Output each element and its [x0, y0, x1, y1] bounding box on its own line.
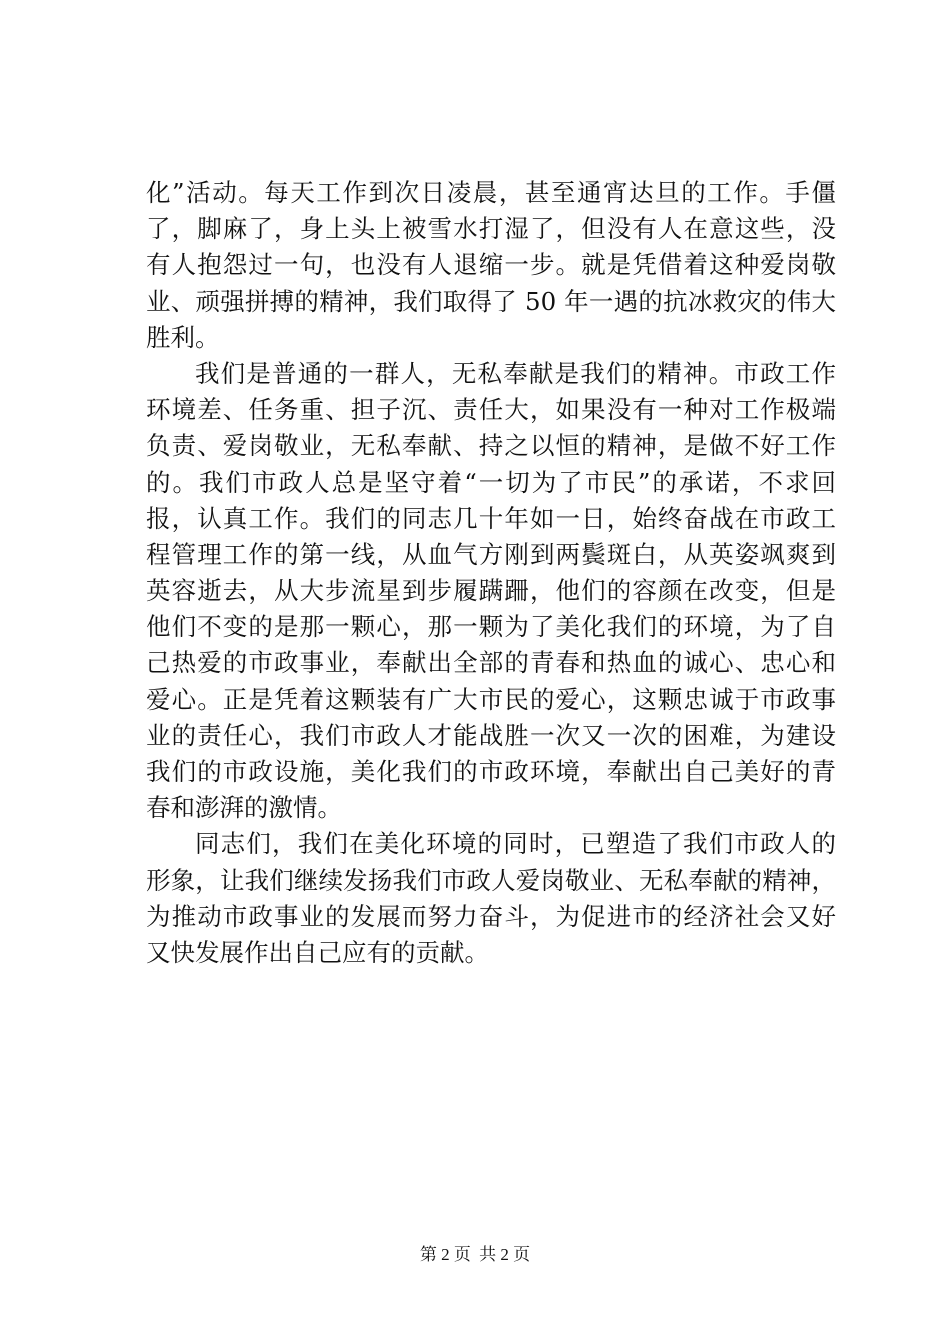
text-line: 又快发展作出自己应有的贡献。 — [146, 937, 489, 967]
paragraph — [146, 175, 836, 356]
text-line: 我们的市政设施，美化我们的市政环境，奉献出自己美好的青 — [146, 757, 836, 786]
text-line: 负责、爱岗敬业，无私奉献、持之以恒的精神，是做不好工作 — [146, 431, 836, 461]
text-line: 环境差、任务重、担子沉、责任大，如果没有一种对工作极端 — [146, 395, 836, 425]
text-line: 胜利。 — [146, 322, 220, 352]
text-line: 英容逝去，从大步流星到步履蹒跚，他们的容颜在改变，但是 — [146, 576, 836, 606]
text-line: 我们是普通的一群人，无私奉献是我们的精神。市政工作 — [195, 358, 836, 388]
document-body — [146, 175, 836, 971]
text-line: 了，脚麻了，身上头上被雪水打湿了，但没有人在意这些，没 — [146, 214, 836, 244]
text-line: 业的责任心，我们市政人才能战胜一次又一次的困难，为建设 — [146, 720, 836, 750]
text-line: 有人抱怨过一句，也没有人退缩一步。就是凭借着这种爱岗敬 — [146, 250, 836, 280]
text-line: 他们不变的是那一颗心，那一颗为了美化我们的环境，为了自 — [146, 612, 836, 642]
page-total: 共 2 页 — [479, 1245, 531, 1264]
text-line: 形象，让我们继续发扬我们市政人爱岗敬业、无私奉献的精神， — [146, 865, 836, 895]
text-line: 爱心。正是凭着这颗装有广大市民的爱心，这颗忠诚于市政事 — [146, 684, 836, 714]
text-line: 化”活动。每天工作到次日凌晨，甚至通宵达旦的工作。手僵 — [146, 178, 836, 207]
page-number: 第 2 页 — [419, 1245, 471, 1264]
text-line: 同志们，我们在美化环境的同时，已塑造了我们市政人的 — [195, 829, 836, 859]
paragraph — [146, 826, 836, 971]
text-line: 程管理工作的第一线，从血气方刚到两鬓斑白，从英姿飒爽到 — [146, 539, 836, 569]
text-line: 业、顽强拼搏的精神，我们取得了 50 年一遇的抗冰救灾的伟大 — [146, 286, 836, 316]
text-line: 春和澎湃的激情。 — [146, 793, 342, 823]
text-line: 己热爱的市政事业，奉献出全部的青春和热血的诚心、忠心和 — [146, 648, 836, 678]
text-line: 的。我们市政人总是坚守着“一切为了市民”的承诺，不求回 — [146, 467, 836, 497]
page-footer — [0, 1240, 950, 1265]
text-line: 报，认真工作。我们的同志几十年如一日，始终奋战在市政工 — [146, 503, 836, 533]
paragraph — [146, 356, 836, 826]
text-line: 为推动市政事业的发展而努力奋斗，为促进市的经济社会又好 — [146, 901, 836, 931]
